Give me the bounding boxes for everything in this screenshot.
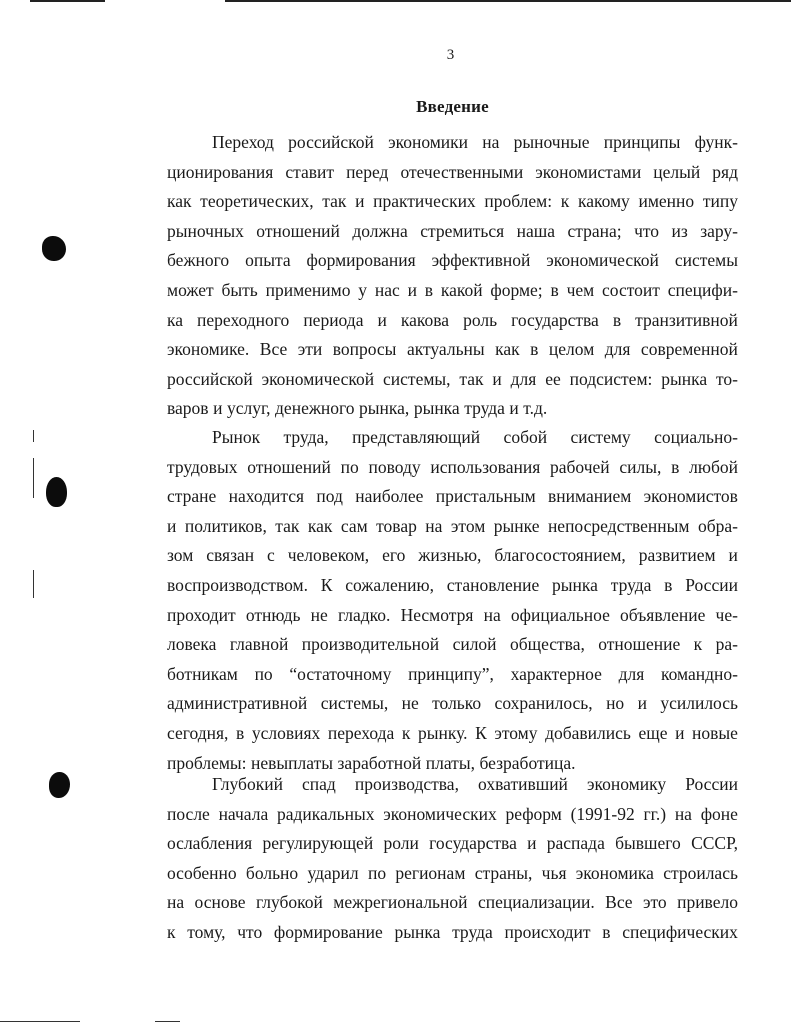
text-line: проблемы: невыплаты заработной платы, безработица.	[167, 753, 576, 773]
text-line: на основе глубокой межрегиональной специализации. Все это привело	[167, 892, 738, 912]
text-line: зом связан с человеком, его жизнью, благосостоянием, развитием и	[167, 545, 738, 565]
text-line: проходит отнюдь не гладко. Несмотря на официальное объявление че-	[167, 605, 738, 625]
text-line: сегодня, в условиях перехода к рынку. К этому добавились еще и новые	[167, 723, 738, 743]
text-line: варов и услуг, денежного рынка, рынка труда и т.д.	[167, 398, 548, 418]
text-line: рыночных отношений должна стремиться наша страна; что из зару-	[167, 221, 738, 241]
text-line: после начала радикальных экономических реформ (1991-92 гг.) на фоне	[167, 804, 738, 824]
scan-top-line-left	[30, 0, 105, 2]
text-line: российской экономической системы, так и для ее подсистем: рынка то-	[167, 369, 738, 389]
text-line: может быть применимо у нас и в какой форме; в чем состоит специфи-	[167, 280, 738, 300]
text-line: ослабления регулирующей роли государства и распада бывшего СССР,	[167, 833, 738, 853]
text-line: Глубокий спад производства, охвативший экономику России	[212, 774, 738, 794]
scan-bottom-line-mid	[155, 1021, 180, 1022]
text-line: ционирования ставит перед отечественными экономистами целый ряд	[167, 162, 738, 182]
text-line: как теоретических, так и практических проблем: к какому именно типу	[167, 191, 738, 211]
text-line: воспроизводством. К сожалению, становление рынка труда в России	[167, 575, 738, 595]
hole-punch-mark-top	[42, 236, 66, 261]
text-line: особенно больно ударил по регионам страны, чья экономика строилась	[167, 863, 738, 883]
scan-edge-mark-1	[33, 430, 34, 442]
text-line: к тому, что формирование рынка труда происходит в специфических	[167, 922, 738, 942]
text-line: бежного опыта формирования эффективной экономической системы	[167, 250, 738, 270]
text-line: экономике. Все эти вопросы актуальны как в целом для современной	[167, 339, 738, 359]
scan-edge-mark-3	[33, 570, 34, 598]
text-line: стране находится под наиболее пристальным вниманием экономистов	[167, 486, 738, 506]
scan-edge-mark-2	[33, 458, 34, 498]
text-line: ловека главной производительной силой общества, отношение к ра-	[167, 634, 738, 654]
text-line: Рынок труда, представляющий собой систему социально-	[212, 427, 738, 447]
hole-punch-mark-middle	[46, 477, 67, 507]
section-title: Введение	[416, 97, 489, 116]
text-line: административной системы, не только сохранилось, но и усилилось	[167, 693, 738, 713]
page-number: 3	[446, 47, 455, 63]
text-line: трудовых отношений по поводу использования рабочей силы, в любой	[167, 457, 738, 477]
scan-top-line-right	[225, 0, 791, 2]
text-line: ка переходного периода и какова роль государства в транзитивной	[167, 310, 738, 330]
text-line: Переход российской экономики на рыночные принципы функ-	[212, 132, 738, 152]
hole-punch-mark-bottom	[49, 772, 70, 798]
text-line: ботникам по “остаточному принципу”, характерное для командно-	[167, 664, 738, 684]
text-line: и политиков, так как сам товар на этом рынке непосредственным обра-	[167, 516, 738, 536]
scan-bottom-line-left	[0, 1021, 80, 1022]
